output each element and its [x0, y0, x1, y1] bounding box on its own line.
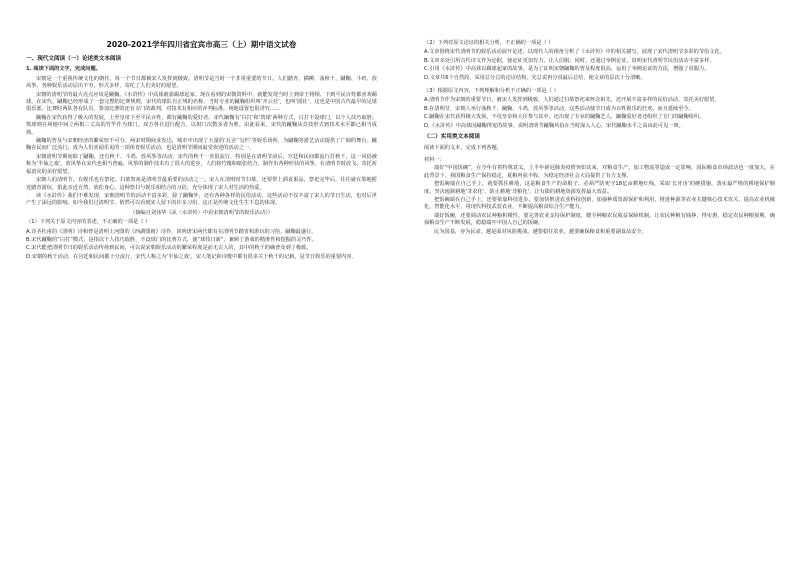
question-3-option-b: B.在清明节，宋朝人举行荡秋千、蹴鞠、斗鸡、放风筝等活动，这些活动使节日成为百姓娱乐的狂欢，而且延续至今。	[424, 105, 694, 112]
question-3-option-c: C.蹴鞠在宋代获得极大发展，不仅皇帝和大臣参与其中，还出现了专业的蹴鞠艺人，蹴鞠爱好者还组织了专门的蹴鞠组织。	[424, 114, 705, 121]
question-instruction: 1. 阅读下面的文字，完成问题。	[26, 66, 101, 73]
material-paragraph: 把饭碗端在自己手上，就要抓住耕地，这是粮食生产的命根子。必须严防死守18亿亩耕地红线，采取‘长牙齿’的硬措施，落实最严格的耕地保护制度，坚决遏制耕地‘非农化’、防止耕地‘非粮化’，让有限的耕地资源发挥最大效益。	[424, 181, 775, 195]
question-1-option-b: B.宋代蹴鞠的“白打”模式，是指以个人技巧取胜、不设球门的比赛方式，使“球技日新”，兼顾了游戏的精准性和挖掘的灵巧性。	[26, 236, 317, 243]
left-column	[26, 40, 377, 552]
passage-paragraph: 读《水浒传》我们不难发现，宋朝清明节的活动丰富多彩，除了蹴鞠外，还有各种各样的民俗活动，这些活动不仅丰富了宋人的节日生活，也对后世产生了深远的影响。如今我们过清明节，依然可以看到宋人留下的许多习俗，这正是传统文化生生不息的体现。	[26, 192, 377, 207]
material-paragraph: 民为国基，谷为民命。越是面对风险挑战，越要稳住农业，越要确保粮食和重要副食品安全。	[434, 228, 647, 235]
question-3-option-d: D.《水浒传》中高俅因蹴鞠得宠的故事，说明清明节蹴鞠风俗在当时深入人心，宋代蹴鞠水平之高由此可见一斑。	[424, 122, 684, 129]
passage-paragraph: 蹴鞠在宋代获得了极大的发展。上至皇帝下至平民百姓，都有蹴鞠的爱好者。宋代蹴鞠有‘白打’和‘筑球’两种方式，白打不设球门，以个人技巧取胜；筑球则在场地中间立两根三丈高的竹竿作为球门，双方各自进行配合，以射门次数多者为胜。由此看来，宋代的蹴鞠从竞技形式到技术水平都已相当成熟。	[26, 114, 377, 136]
question-2-stem: （2）下列对原文论证的相关分析，不正确的一项是（ ）	[424, 40, 554, 46]
material-paragraph: 端好“中国饭碗”，在今年有着特殊意义。上半年新冠肺炎疫情突如其来，对粮食生产、加工物流等造成一定影响，国际粮食市场波动也一度加大。在此背景下，我国粮食生产保持稳定，夏粮再获丰收，为稳定经济社会大局提供了有力支撑。	[424, 165, 775, 179]
right-column	[424, 38, 775, 550]
question-1-option-d: D.宋朝的秋千活动，在宫廷和民间都十分流行，宋代人称之为‘半仙之戏’，宋人笔记和诗歌中都有很多关于秋千的记载，是节日娱乐的重要内容。	[26, 253, 357, 260]
passage-source: （摘编自刘伟华《从〈水浒传〉中看宋朝清明节的娱乐活动》）	[130, 209, 273, 216]
passage-paragraph: 宋朝清明节期间除了蹴鞠，还有秋千、斗鸡、放风筝等活动。宋代的秋千一直很流行，特别是在清明节前后，宫廷和民间都流行打秋千，这一风俗被称为‘半仙之戏’。放风筝在宋代也相当普遍，风筝的制作技术有了很大的进步，人们将竹篾和纸张结合，制作出各种形状的风筝，在清明节时放飞，寄托祈福消灾的美好愿望。	[26, 153, 377, 175]
material-paragraph: 端好饭碗，还要调动农民种粮积极性。要完善农业支持保护制度，健全种粮农民收益保障机制，让农民种粮有钱挣、得实惠，稳定农民种粮预期，确保粮食生产不断发展，稳稳端牢中国人自己的饭碗。	[424, 212, 775, 227]
passage-paragraph: 宋朝人的清明节，有娱乐也有祭祀。扫墓祭祖是清明节最重要的活动之一。宋人在清明时节扫墓，还要带上酒食果品，祭祀完毕后，往往就在墓地附近踏青游玩，借此亲近自然，放松身心。这种祭扫与娱乐相结合的习俗，充分体现了宋人对生活的热爱。	[26, 177, 377, 191]
question-2-option-c: C.引用《水浒传》中高俅以踢球起家的故事，是为了证明宋朝蹴鞠的普及程度很高，运用了举例论证的方法，增强了说服力。	[424, 66, 710, 73]
question-2-option-b: B.文章多处引用古代诗文作为论据，使论证更加有力，让人信服；同时，还通过举例论证，说明宋代清明节民俗活动丰富多样。	[424, 57, 715, 64]
question-3-option-a: A.清明节作为宋朝的重要节日，被宋人发挥到极致，人们通过扫墓祭祀来怀念祖先，还开展丰富多样的民俗活动，寄托美好愿望。	[424, 97, 720, 104]
section-heading-1: 一、现代文阅读（一）论述类文本阅读	[26, 56, 122, 62]
question-1-option-a: A.诗圣杜甫的《清明》诗和曾是清明上河图的《西湖图画》诗作，说明唐宋两代都有在清明节踏青和游玩的习俗，蹴鞠最盛行。	[26, 228, 317, 235]
passage-instruction: 阅读下面的文本，完成下列各题。	[424, 145, 502, 152]
passage-paragraph: 宋朝的清明节的最大亮点应该是蹴鞠。《水浒传》中高俅就靠踢球起家。现在看到的宋朝资料中，就能发现当时上到帝王将相、下到平民百姓都喜欢踢球。在宋代，蹴鞠已经形成了一套完整的比赛规则，宋代的球队有正规的名称，当时专业的蹴鞠组织叫‘齐云社’，也叫‘圆社’，这也是中国古代最早的足球俱乐部。比赛时两队各有队员，参加比赛的还有专门的裁判，对技术有相应的评判标准，场地设置也很讲究……	[26, 91, 377, 113]
material-label: 材料一：	[424, 156, 445, 163]
material-paragraph: 把饭碗端在自己手上，还要依靠科技进步。要加快推进农业科技创新，加强种质资源保护和利用，推进种源等农业关键核心技术攻关，提高农业机械化、智能化水平，用现代科技武装农业，不断提高粮食综合生产能力。	[424, 196, 775, 211]
passage-paragraph: 蹴鞠的普及与宋朝经济的繁荣密不可分。两宋时期商业发达，城市中出现了大量的‘瓦舍’‘勾栏’等娱乐场所，为蹴鞠等游艺活动提供了广阔的舞台。蹴鞠在民间广泛流行，成为人们喜闻乐见的一项体育娱乐活动，也是清明节期间最受欢迎的活动之一。	[26, 138, 377, 152]
question-2-option-d: D.文章共6个自然段，采用总分总的论证结构，先总说再分说最后总结，使文章的层次十分清晰。	[424, 74, 646, 81]
question-1-option-c: C.宋代能把清明节日的娱乐活动传扬到民间，可以说宋朝娱乐活动的繁荣程度是前无古人的，其中的秋千的确普及到了极致。	[26, 245, 312, 252]
question-1-stem: （1）下列关于原文内容的表述，不正确的一项是（ ）	[26, 219, 151, 226]
passage-paragraph: 宋朝是一个重视传统文化的朝代，每一个节日都被宋人发挥到极致。清明节是当时一个非常重要的节日。人们踏青、插柳、荡秋千、蹴鞠、斗鸡、放风筝，各种娱乐活动层出不穷，形式多样，寄托了人们美好的愿望。	[26, 75, 377, 90]
question-3-stem: （3）根据原文内容，下列理解和分析不正确的一项是（ ）	[424, 88, 559, 95]
section-heading-2: （二）实用类文本阅读	[424, 134, 480, 141]
question-2-option-a: A.文章围绕宋代清明节的娱乐活动展开论述，以现代人的视角分析了《水浒传》中的相关描写，展现了宋代清明节多彩的节俗文化。	[424, 49, 725, 56]
page-title: 2020-2021学年四川省宜宾市高三（上）期中语文试卷	[106, 40, 297, 49]
